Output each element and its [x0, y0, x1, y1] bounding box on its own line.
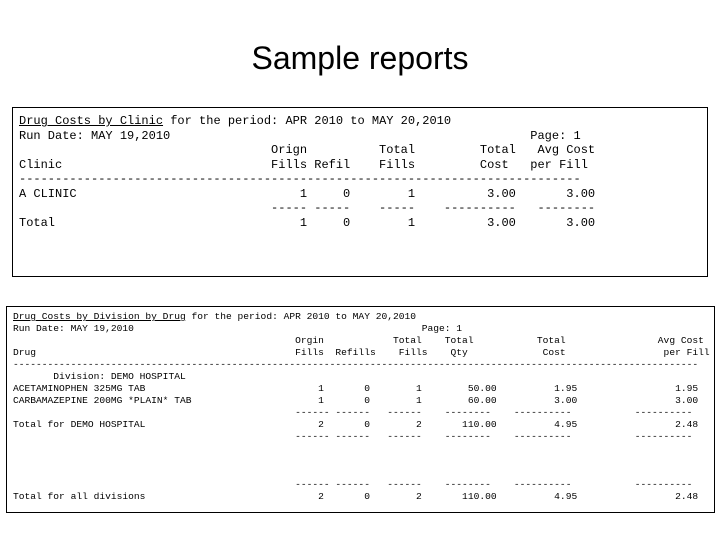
clinic-report-line: Run Date: MAY 19,2010 Page: 1 — [19, 128, 581, 143]
division-report-line: ----------------------------------------------------------------------------------------------------------------------- — [13, 359, 699, 370]
division-report-line: ------ ------ ------ -------- ---------- ---------- — [13, 407, 693, 418]
division-report-panel — [6, 306, 715, 513]
division-report-line: ------ ------ ------ -------- ---------- ---------- — [13, 479, 693, 490]
division-report-line: Total for DEMO HOSPITAL 2 0 2 110.00 4.95 2.48 — [13, 419, 699, 430]
division-report-text — [13, 311, 710, 503]
page-title: Sample reports — [251, 40, 469, 76]
division-report-line: Run Date: MAY 19,2010 Page: 1 — [13, 323, 463, 334]
clinic-report-line: for the period: APR 2010 to MAY 20,2010 — [163, 114, 452, 128]
clinic-report-line: Orign Total Total Avg Cost — [19, 143, 596, 157]
division-report-line: for the period: APR 2010 to MAY 20,2010 — [185, 311, 417, 322]
division-report-line: Division: DEMO HOSPITAL — [13, 371, 186, 382]
clinic-report-line: Clinic Fills Refil Fills Cost per Fill — [19, 157, 588, 172]
clinic-report-text — [19, 114, 595, 230]
division-report-line: CARBAMAZEPINE 200MG *PLAIN* TAB 1 0 1 60.00 3.00 3.00 — [13, 395, 699, 406]
division-report-line: ------ ------ ------ -------- ---------- ---------- — [13, 431, 693, 442]
clinic-report-line: ------------------------------------------------------------------------------ — [19, 172, 581, 186]
clinic-report-line: Total 1 0 1 3.00 3.00 — [19, 215, 596, 230]
division-report-line: Total for all divisions 2 0 2 110.00 4.95 2.48 — [13, 491, 699, 502]
division-report-line: Drug Fills Refills Fills Qty Cost per Fill — [13, 347, 710, 358]
clinic-report-line: ----- ----- ----- ---------- -------- — [19, 201, 596, 215]
clinic-report-name: Drug Costs by Clinic — [19, 114, 164, 128]
division-report-line: Orgin Total Total Total Avg Cost — [13, 335, 704, 346]
division-report-name: Drug Costs by Division by Drug — [13, 311, 186, 322]
clinic-report-panel — [12, 107, 708, 277]
division-report-line: ACETAMINOPHEN 325MG TAB 1 0 1 50.00 1.95 1.95 — [13, 383, 699, 394]
clinic-report-line: A CLINIC 1 0 1 3.00 3.00 — [19, 186, 596, 201]
